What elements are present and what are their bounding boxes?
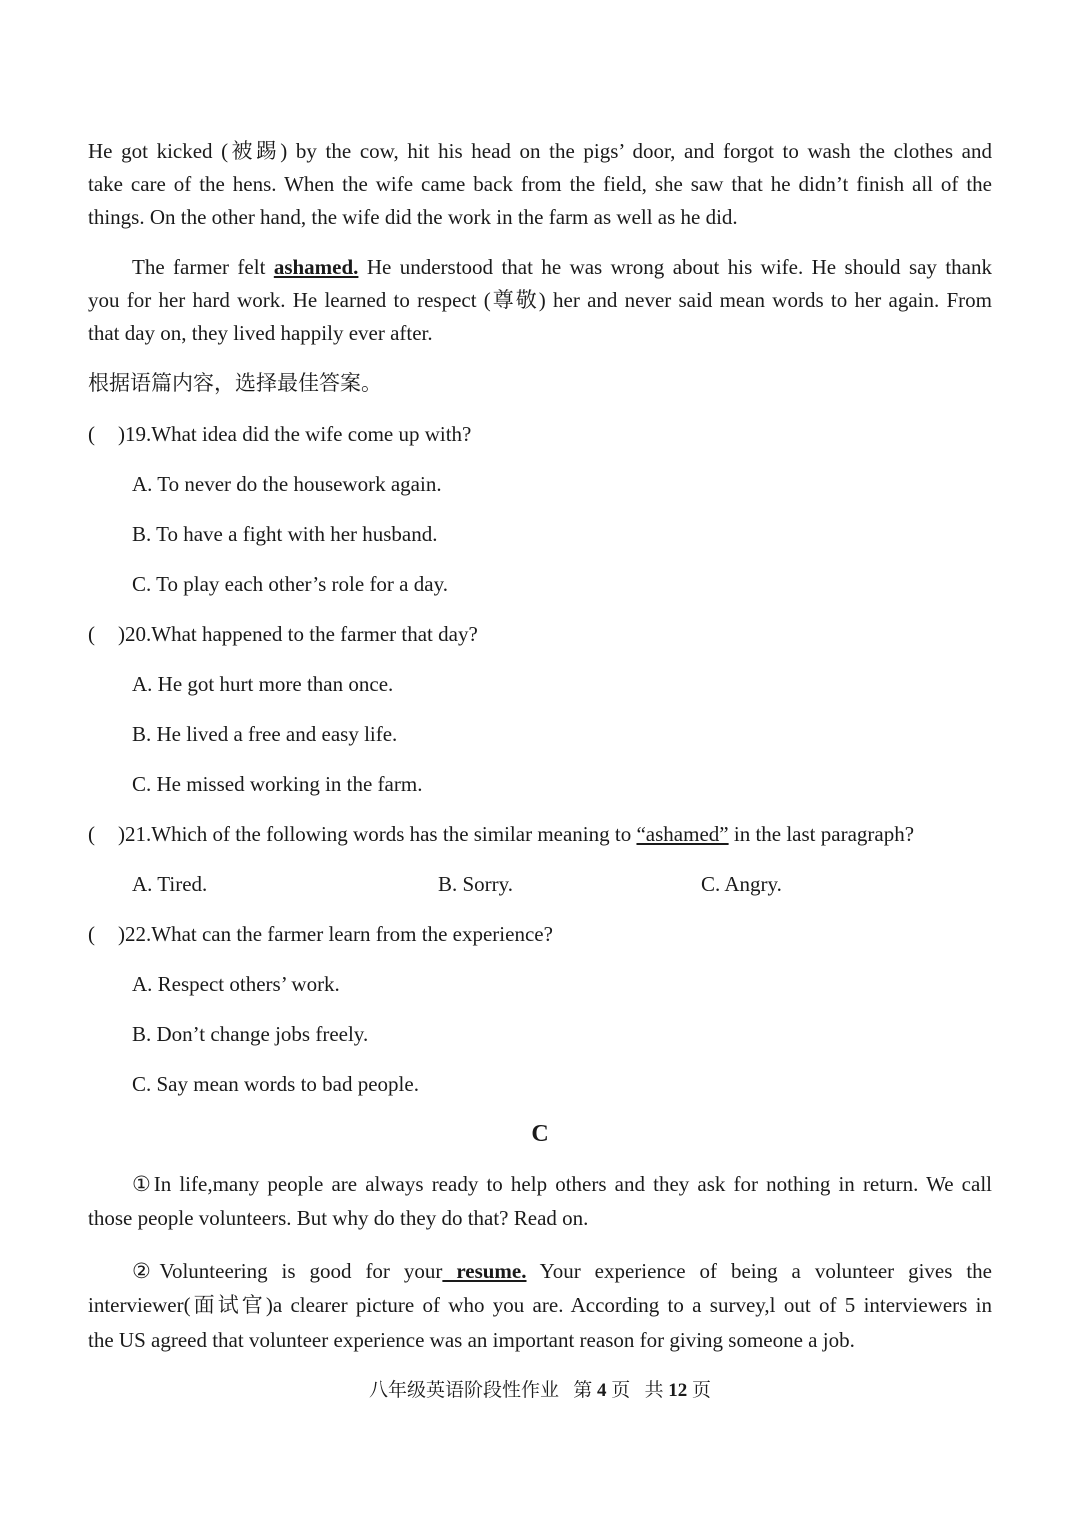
resume-keyword: resume. [442,1259,527,1283]
question-21-stem-pre: )21.Which of the following words has the similar meaning to [118,822,637,846]
passage-c-p2-line1 [132,1255,992,1288]
question-22 [88,918,992,951]
question-21 [88,818,992,851]
section-c-heading: C [531,1121,549,1147]
question-20 [88,618,992,651]
ashamed-keyword: ashamed. [273,255,359,279]
footer-di: 第 [573,1380,593,1401]
q20-option-a: A. He got hurt more than once. [132,672,394,696]
paragraph2-line1 [132,251,992,284]
passage-c-p1-line2: those people volunteers. But why do they do that? Read on. [88,1206,589,1230]
q21-option-b: B. Sorry. [438,872,514,896]
footer-gong: 共 [644,1380,664,1401]
passage-c-p2-line1-pre: ②Volunteering is good for your [132,1259,443,1283]
q22-option-b: B. Don’t change jobs freely. [132,1022,369,1046]
footer-title: 八年级英语阶段性作业 [368,1380,559,1401]
footer-ye2: 页 [692,1380,712,1401]
q19-option-b: B. To have a fight with her husband. [132,522,438,546]
passage-c-p1-line1: ①In life,many people are always ready to help others and they ask for nothing in return. We call [132,1172,992,1196]
footer-ye1: 页 [611,1380,631,1401]
question-19-stem: )19.What idea did the wife come up with? [118,422,472,446]
answer-blank-19: ( [88,422,95,446]
passage-c-p2-line2: interviewer(面试官)a clearer picture of who you are. According to a survey,l out of 5 interviewers in [88,1293,992,1317]
paragraph1-line2: take care of the hens. When the wife came back from the field, she saw that he didn’t finish all of the [88,172,992,196]
passage-c-p2-line3: the US agreed that volunteer experience was an important reason for giving someone a job. [88,1328,855,1352]
question-20-stem: )20.What happened to the farmer that day? [118,622,478,646]
passage-c-p2-line1-post: Your experience of being a volunteer gives the [526,1259,992,1283]
q20-option-c: C. He missed working in the farm. [132,772,423,796]
q21-option-c: C. Angry. [701,872,782,896]
answer-blank-22: ( [88,922,95,946]
question-22-stem: )22.What can the farmer learn from the experience? [118,922,553,946]
q22-option-a: A. Respect others’ work. [132,972,340,996]
q19-option-c: C. To play each other’s role for a day. [132,572,448,596]
q20-option-b: B. He lived a free and easy life. [132,722,398,746]
paragraph1-line3: things. On the other hand, the wife did the work in the farm as well as he did. [88,205,738,229]
instruction: 根据语篇内容，选择最佳答案。 [88,371,382,395]
page-footer [0,1376,1080,1406]
answer-blank-20: ( [88,622,95,646]
answer-blank-21: ( [88,822,95,846]
question-19 [88,418,992,451]
q22-option-c: C. Say mean words to bad people. [132,1072,419,1096]
paragraph2-line2: you for her hard work. He learned to respect (尊敬) her and never said mean words to her again. From [88,288,992,312]
question-21-stem-post: in the last paragraph? [728,822,915,846]
paragraph2-line3: that day on, they lived happily ever after. [88,321,433,345]
footer-total-pages: 12 [668,1380,688,1401]
question-21-keyword: “ashamed” [636,822,729,846]
paragraph2-line1-post: He understood that he was wrong about his wife. He should say thank [358,255,992,279]
q19-option-a: A. To never do the housework again. [132,472,442,496]
paragraph1-line1: He got kicked (被踢) by the cow, hit his head on the pigs’ door, and forgot to wash the clothes and [88,139,992,163]
footer-page-number: 4 [596,1380,607,1401]
paragraph2-line1-pre: The farmer felt [132,255,274,279]
q21-option-a: A. Tired. [132,872,208,896]
